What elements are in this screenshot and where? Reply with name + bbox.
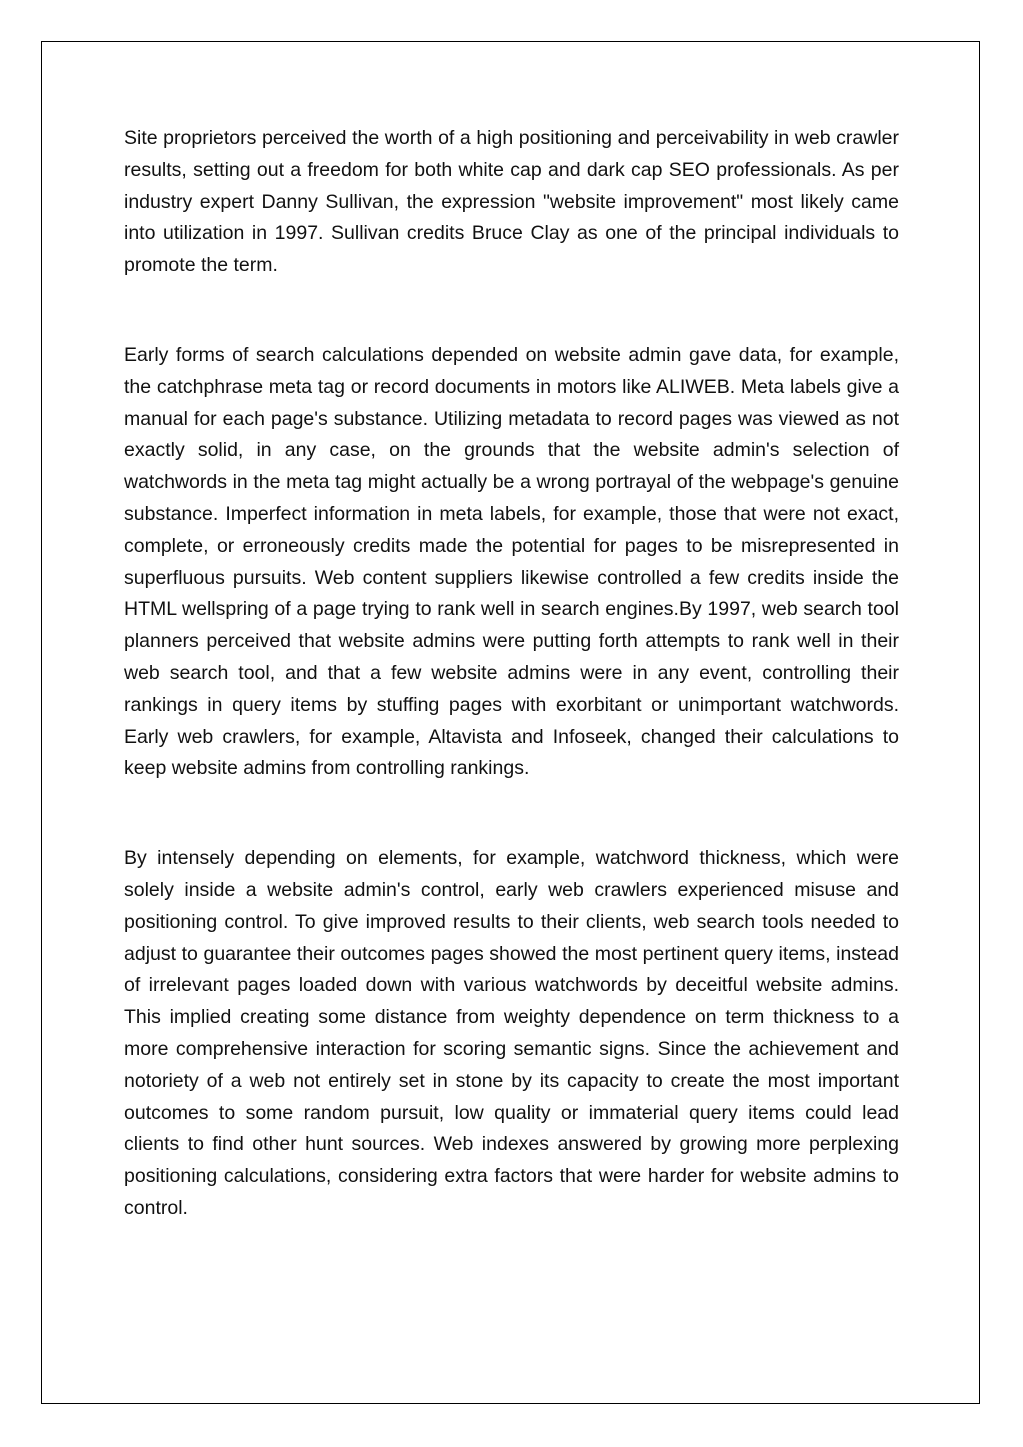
document-body [124, 123, 899, 1225]
paragraph-1: Site proprietors perceived the worth of a high positioning and perceivability in web crawler results, setting out a freedom for both white cap and dark cap SEO professionals. As per industry expert Danny Sullivan, the expression "website improvement" most likely came into utilization in 1997. Sullivan credits Bruce Clay as one of the principal individuals to promote the term. [124, 127, 899, 277]
paragraph-3: By intensely depending on elements, for example, watchword thickness, which were solely inside a website admin's control, early web crawlers experienced misuse and positioning control. To give improved results to their clients, web search tools needed to adjust to guarantee their outcomes pages showed the most pertinent query items, instead of irrelevant pages loaded down with various watchwords by deceitful website admins. This implied creating some distance from weighty dependence on term thickness to a more comprehensive interaction for scoring semantic signs. Since the achievement and notoriety of a web not entirely set in stone by its capacity to create the most important outcomes to some random pursuit, low quality or immaterial query items could lead clients to find other hunt sources. Web indexes answered by growing more perplexing positioning calculations, considering extra factors that were harder for website admins to control. [124, 847, 899, 1219]
paragraph-2: Early forms of search calculations depended on website admin gave data, for example, the catchphrase meta tag or record documents in motors like ALIWEB. Meta labels give a manual for each page's substance. Utilizing metadata to record pages was viewed as not exactly solid, in any case, on the grounds that the website admin's selection of watchwords in the meta tag might actually be a wrong portrayal of the webpage's genuine substance. Imperfect information in meta labels, for example, those that were not exact, complete, or erroneously credits made the potential for pages to be misrepresented in superfluous pursuits. Web content suppliers likewise controlled a few credits inside the HTML wellspring of a page trying to rank well in search engines.By 1997, web search tool planners perceived that website admins were putting forth attempts to rank well in their web search tool, and that a few website admins were in any event, controlling their rankings in query items by stuffing pages with exorbitant or unimportant watchwords. Early web crawlers, for example, Altavista and Infoseek, changed their calculations to keep website admins from controlling rankings. [124, 343, 899, 780]
